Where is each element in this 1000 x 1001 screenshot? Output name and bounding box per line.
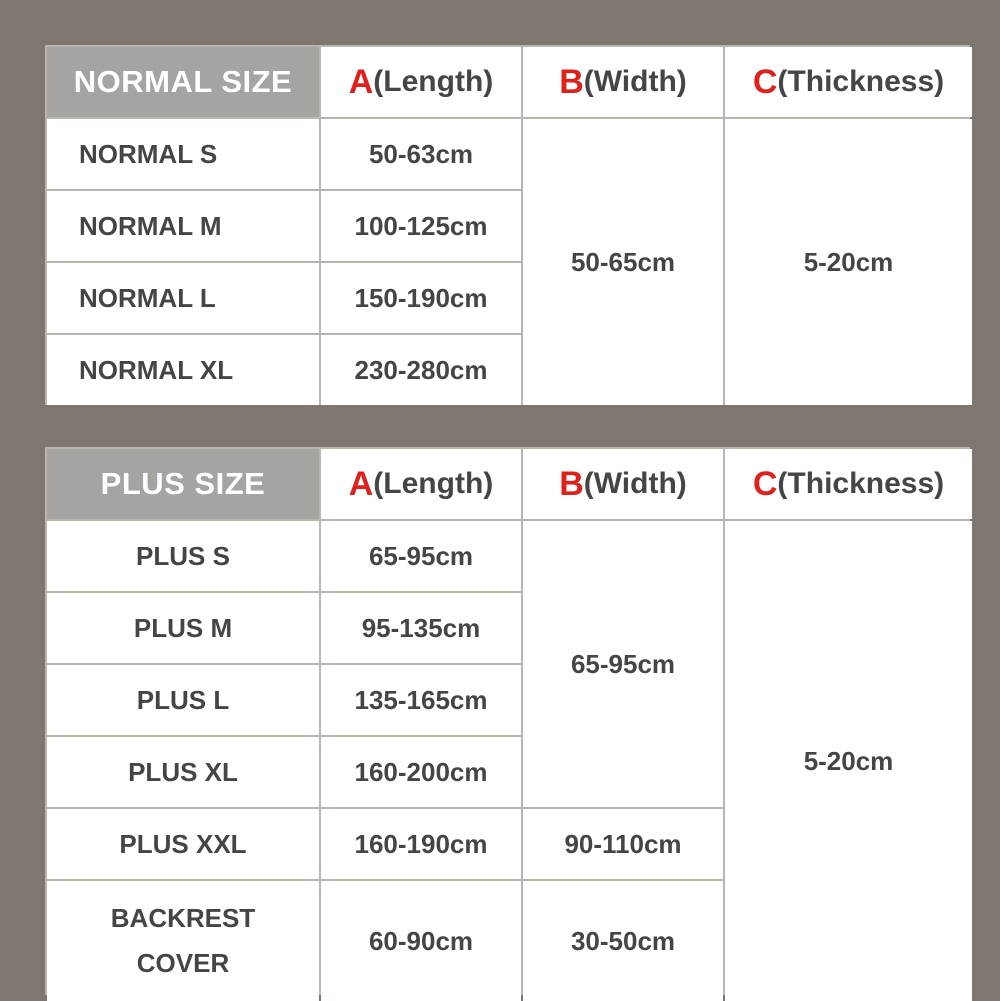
length-value: 230-280cm	[321, 335, 521, 405]
header-width-label: (Width)	[583, 467, 687, 500]
size-name: PLUS XXL	[47, 809, 319, 879]
length-value: 95-135cm	[321, 593, 521, 663]
size-name: NORMAL L	[47, 263, 319, 333]
normal-size-table	[45, 45, 970, 405]
width-value: 90-110cm	[523, 809, 723, 879]
header-thickness-label: (Thickness)	[777, 65, 945, 98]
width-value-shared: 65-95cm	[523, 521, 723, 807]
length-value: 65-95cm	[321, 521, 521, 591]
header-length	[321, 449, 521, 519]
length-value: 135-165cm	[321, 665, 521, 735]
header-letter-a: A	[348, 62, 374, 101]
length-value: 150-190cm	[321, 263, 521, 333]
size-name: PLUS S	[47, 521, 319, 591]
length-value: 60-90cm	[321, 881, 521, 1001]
header-letter-c: C	[752, 464, 778, 503]
header-length	[321, 47, 521, 117]
header-letter-c: C	[752, 62, 778, 101]
width-value: 30-50cm	[523, 881, 723, 1001]
size-name-line2: COVER	[136, 948, 230, 978]
header-letter-b: B	[559, 62, 584, 101]
normal-size-title: NORMAL SIZE	[47, 47, 319, 117]
length-value: 160-190cm	[321, 809, 521, 879]
header-letter-b: B	[559, 464, 584, 503]
thickness-value-shared: 5-20cm	[725, 521, 972, 1001]
header-thickness	[725, 449, 972, 519]
size-name: NORMAL S	[47, 119, 319, 189]
thickness-value-shared: 5-20cm	[725, 119, 972, 405]
size-name-line1: BACKREST	[110, 903, 256, 933]
size-name: PLUS L	[47, 665, 319, 735]
length-value: 50-63cm	[321, 119, 521, 189]
size-name: NORMAL XL	[47, 335, 319, 405]
header-letter-a: A	[348, 464, 374, 503]
plus-size-title: PLUS SIZE	[47, 449, 319, 519]
size-name: PLUS XL	[47, 737, 319, 807]
header-length-label: (Length)	[373, 65, 494, 98]
size-name-backrest-cover	[47, 881, 319, 1001]
header-length-label: (Length)	[373, 467, 494, 500]
size-name: NORMAL M	[47, 191, 319, 261]
length-value: 100-125cm	[321, 191, 521, 261]
length-value: 160-200cm	[321, 737, 521, 807]
header-thickness-label: (Thickness)	[777, 467, 945, 500]
header-thickness	[725, 47, 972, 117]
header-width	[523, 449, 723, 519]
header-width	[523, 47, 723, 117]
plus-size-table	[45, 447, 970, 995]
header-width-label: (Width)	[583, 65, 687, 98]
width-value-shared: 50-65cm	[523, 119, 723, 405]
size-name: PLUS M	[47, 593, 319, 663]
